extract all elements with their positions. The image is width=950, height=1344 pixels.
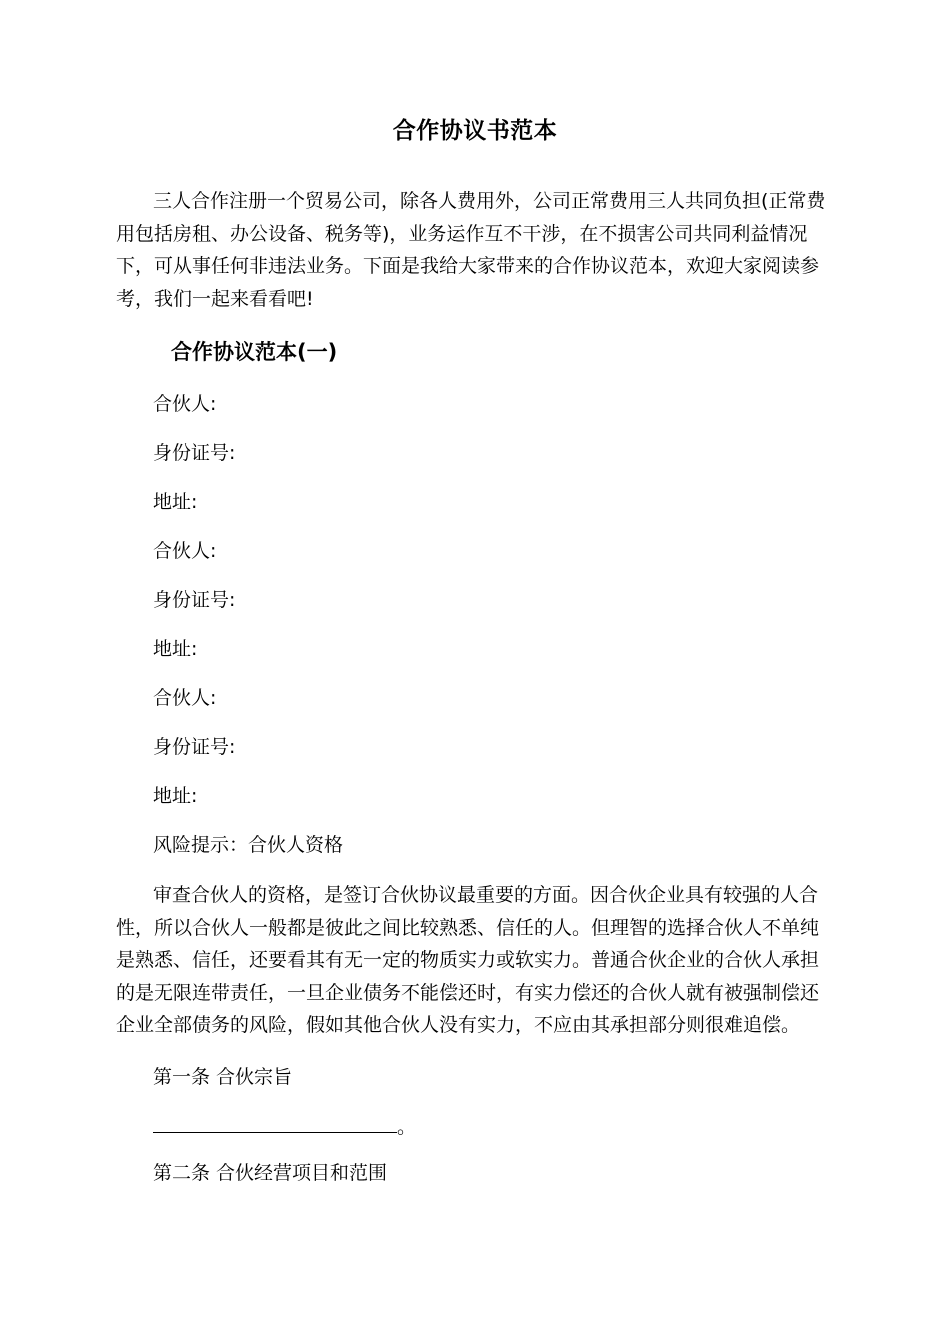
partner-1-address-field: 地址:	[153, 491, 198, 513]
article-1-blank	[153, 1113, 416, 1141]
risk-paragraph: 审查合伙人的资格，是签订合伙协议最重要的方面。因合伙企业具有较强的人合性，所以合伙人一般都是彼此之间比较熟悉、信任的人。但理智的选择合伙人不单纯是熟悉、信任，还要看其有无一定的物质实力或软实力。普通合伙企业的合伙人承担的是无限连带责任，一旦企业债务不能偿还时，有实力偿还的合伙人就有被强制偿还企业全部债务的风险，假如其他合伙人没有实力，不应由其承担部分则很难追偿。	[116, 884, 820, 1036]
partner-1-id-field: 身份证号:	[153, 442, 236, 464]
document-title: 合作协议书范本	[392, 118, 558, 144]
partner-3-id-field: 身份证号:	[153, 736, 236, 758]
partner-2-id-field: 身份证号:	[153, 589, 236, 611]
article-1-heading: 第一条 合伙宗旨	[153, 1066, 293, 1088]
partner-3-address-field: 地址:	[153, 785, 198, 807]
blank-suffix: 。	[397, 1116, 417, 1138]
fill-in-blank-line	[153, 1114, 397, 1133]
risk-tip: 风险提示：合伙人资格	[153, 834, 344, 856]
intro-paragraph: 三人合作注册一个贸易公司，除各人费用外，公司正常费用三人共同负担(正常费用包括房租、办公设备、税务等)，业务运作互不干涉，在不损害公司共同利益情况下，可从事任何非违法业务。下面是我给大家带来的合作协议范本，欢迎大家阅读参考，我们一起来看看吧!	[116, 190, 826, 310]
partner-1-name-field: 合伙人:	[153, 393, 217, 415]
partner-2-name-field: 合伙人:	[153, 540, 217, 562]
partner-3-name-field: 合伙人:	[153, 687, 217, 709]
article-2-heading: 第二条 合伙经营项目和范围	[153, 1162, 388, 1184]
section-heading: 合作协议范本(一)	[171, 340, 338, 364]
partner-2-address-field: 地址:	[153, 638, 198, 660]
